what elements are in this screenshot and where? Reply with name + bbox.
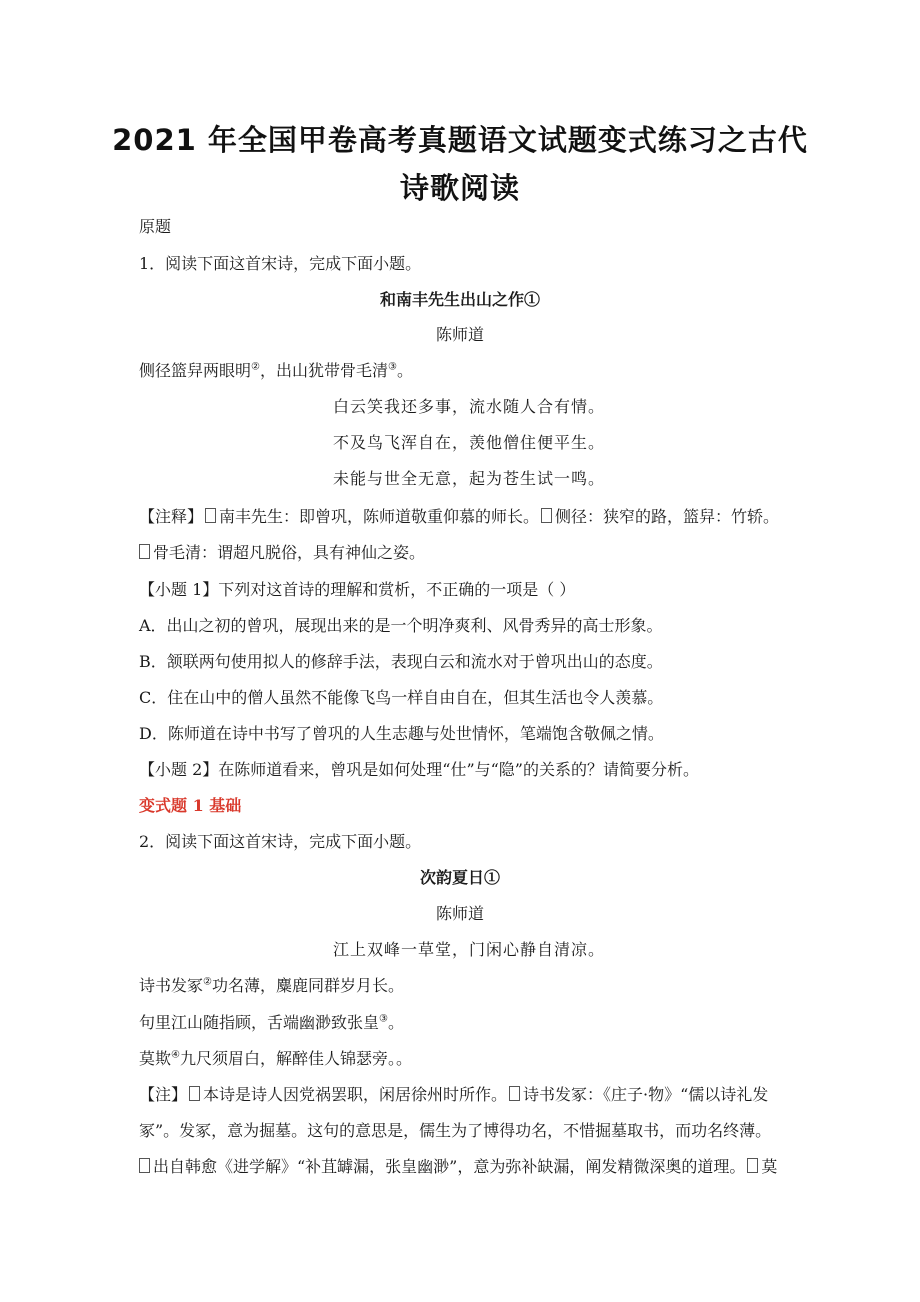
q2-poem-line-4 (139, 1049, 412, 1069)
q2-notes-line-1 (139, 1085, 768, 1105)
q2-line4-text-a: 莫欺 (139, 1049, 172, 1068)
q1-line1-text-c: 。 (396, 361, 413, 380)
q1-poem-line-4: 未能与世全无意，起为苍生试一鸣。 (333, 469, 606, 488)
missing-glyph-box-icon (139, 544, 150, 559)
q2-note-3: 出自韩愈《进学解》“补苴罅漏，张皇幽渺”，意为弥补缺漏，阐发精微深奥的道理。 (153, 1157, 746, 1176)
q1-option-c: C．住在山中的僧人虽然不能像飞鸟一样自由自在，但其生活也令人羡慕。 (139, 688, 664, 707)
q2-note-2: 诗书发冢：《庄子·物》“儒以诗礼发 (523, 1085, 769, 1104)
missing-glyph-box-icon (541, 508, 552, 523)
q2-line3-text-a: 句里江山随指顾，舌端幽渺致张皇 (139, 1013, 380, 1032)
q2-poem-line-3 (139, 1013, 404, 1033)
section-original-label: 原题 (139, 217, 172, 236)
q2-poem-author: 陈师道 (435, 904, 484, 923)
q2-line4-text-b: 九尺须眉白，解醉佳人锦瑟旁。。 (179, 1049, 412, 1068)
missing-glyph-box-icon (205, 508, 216, 523)
q1-footnote-marker-3: ③ (388, 361, 397, 373)
q1-option-d: D．陈师道在诗中书写了曾巩的人生志趣与处世情怀，笔端饱含敬佩之情。 (139, 724, 664, 743)
q2-poem-line-2 (139, 976, 404, 996)
q1-notes-label: 【注释】 (139, 507, 204, 526)
q1-notes-line-1 (139, 507, 779, 527)
missing-glyph-box-icon (189, 1086, 200, 1101)
q2-notes-label: 【注】 (139, 1085, 188, 1104)
missing-glyph-box-icon (509, 1086, 520, 1101)
q2-poem-line-1: 江上双峰一草堂，门闲心静自清凉。 (333, 940, 606, 959)
q1-footnote-marker-2: ② (251, 361, 260, 373)
q2-notes-line-2: 冢”。发冢，意为掘墓。这句的意思是，儒生为了博得功名，不惜掘墓取书，而功名终薄。 (139, 1121, 772, 1140)
q2-notes-line-3 (139, 1157, 777, 1177)
q2-line2-text-b: 功名薄，麋鹿同群岁月长。 (211, 976, 404, 995)
q1-notes-line-2 (139, 543, 425, 563)
q1-option-a: A．出山之初的曾巩，展现出来的是一个明净爽利、风骨秀异的高士形象。 (139, 616, 663, 635)
q1-line1-text-a: 侧径篮舁两眼明 (139, 361, 252, 380)
q1-poem-line-2: 白云笑我还多事，流水随人合有情。 (333, 397, 606, 416)
q2-note-4-start: 莫 (761, 1157, 778, 1176)
q2-footnote-marker-2: ② (203, 976, 212, 988)
q1-poem-title: 和南丰先生出山之作① (379, 290, 540, 309)
document-title-line-2: 诗歌阅读 (399, 171, 520, 205)
q1-poem-line-1 (139, 361, 413, 381)
q2-poem-title: 次韵夏日① (419, 868, 500, 887)
q2-note-1: 本诗是诗人因党祸罢职，闲居徐州时所作。 (203, 1085, 508, 1104)
q1-subquestion-2: 【小题 2】在陈师道看来，曾巩是如何处理“仕”与“隐”的关系的？请简要分析。 (139, 760, 699, 779)
q1-note-1: 南丰先生：即曾巩，陈师道敬重仰慕的师长。 (219, 507, 540, 526)
q2-footnote-marker-3: ③ (379, 1013, 388, 1025)
q2-footnote-marker-4: ④ (171, 1049, 180, 1061)
document-title-line-1: 2021 年全国甲卷高考真题语文试题变式练习之古代 (112, 123, 808, 157)
q1-prompt: 1．阅读下面这首宋诗，完成下面小题。 (139, 254, 422, 273)
q1-option-b: B．颔联两句使用拟人的修辞手法，表现白云和流水对于曾巩出山的态度。 (139, 652, 663, 671)
missing-glyph-box-icon (747, 1158, 758, 1173)
q1-note-3: 骨毛清：谓超凡脱俗，具有神仙之姿。 (153, 543, 426, 562)
q1-subquestion-1: 【小题 1】下列对这首诗的理解和赏析，不正确的一项是（ ） (139, 580, 576, 599)
q2-line2-text-a: 诗书发冢 (139, 976, 204, 995)
q2-prompt: 2．阅读下面这首宋诗，完成下面小题。 (139, 832, 422, 851)
variant-heading: 变式题 1 基础 (139, 796, 242, 815)
missing-glyph-box-icon (139, 1158, 150, 1173)
q1-note-2: 侧径：狭窄的路，篮舁：竹轿。 (555, 507, 780, 526)
q1-line1-text-b: ，出山犹带骨毛清 (259, 361, 388, 380)
q1-poem-line-3: 不及鸟飞浑自在，羡他僧住便平生。 (333, 433, 606, 452)
q2-line3-text-b: 。 (387, 1013, 404, 1032)
q1-poem-author: 陈师道 (435, 325, 484, 344)
